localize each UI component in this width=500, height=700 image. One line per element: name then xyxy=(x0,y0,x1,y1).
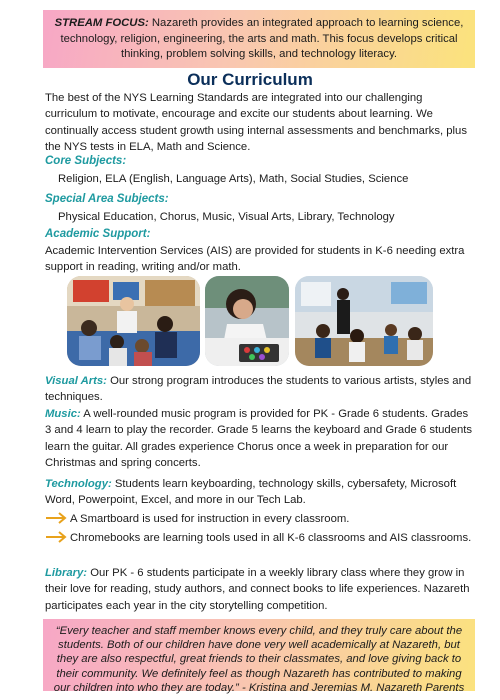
page-title: Our Curriculum xyxy=(187,70,313,89)
photo-classroom-teacher xyxy=(295,276,433,366)
stream-focus-label: STREAM FOCUS: xyxy=(54,17,149,29)
photo-painting-student xyxy=(205,276,289,366)
visual-arts-label: Visual Arts: xyxy=(45,375,107,387)
arrow-right-icon xyxy=(45,512,69,524)
stream-focus-text: Nazareth provides an integrated approach to learning science, technology, religion, engineering, the arts and math. This focus develops critical thinking, problem solving skills, and technology literacy. xyxy=(60,17,464,60)
academic-support-heading: Academic Support: xyxy=(45,228,151,240)
library-paragraph xyxy=(45,565,475,614)
smartboard-bullet: A Smartboard is used for instruction in every classroom. xyxy=(70,513,350,525)
academic-support-text: Academic Intervention Services (AIS) are provided for students in K-6 needing extra support in reading, writing and/or math. xyxy=(45,245,465,274)
visual-arts-text: Our strong program introduces the students to various artists, styles and techniques. xyxy=(45,375,472,404)
technology-label: Technology: xyxy=(45,478,112,490)
music-text: A well-rounded music program is provided for PK - Grade 6 students. Grades 3 and 4 learn to play the recorder. Grade 5 learns the keyboard and Grade 6 students learn the guitar. All grades experience Chorus once a week in preparation for our Christmas and spring concerts. xyxy=(45,408,473,469)
photo-reading-circle xyxy=(67,276,200,366)
stream-focus-banner xyxy=(43,10,475,68)
arrow-right-icon xyxy=(45,531,69,543)
chromebooks-bullet: Chromebooks are learning tools used in all K-6 classrooms and AIS classrooms. xyxy=(70,532,472,544)
visual-arts-paragraph xyxy=(45,373,475,406)
music-label: Music: xyxy=(45,408,81,420)
core-subjects-text: Religion, ELA (English, Language Arts), Math, Social Studies, Science xyxy=(58,173,409,185)
intro-paragraph: The best of the NYS Learning Standards are integrated into our challenging curriculum to motivate, encourage and excite our students about learning. We continually access student growth using internal assessments and benchmarks, plus the NYS tests in ELA, Math and Science. xyxy=(45,92,467,153)
special-area-text: Physical Education, Chorus, Music, Visual Arts, Library, Technology xyxy=(58,211,395,223)
core-subjects-heading: Core Subjects: xyxy=(45,155,127,167)
technology-paragraph xyxy=(45,476,475,509)
classroom-photos xyxy=(67,276,433,366)
library-label: Library: xyxy=(45,567,88,579)
library-text: Our PK - 6 students participate in a weekly library class where they grow in their love for reading, study authors, and connect books to life experiences. Nazareth participates each year in the city storytelling competition. xyxy=(45,567,470,612)
special-area-heading: Special Area Subjects: xyxy=(45,193,169,205)
music-paragraph xyxy=(45,406,475,471)
technology-text: Students learn keyboarding, technology skills, cybersafety, Microsoft Word, Powerpoint, Excel, and more in our Tech Lab. xyxy=(45,478,457,507)
parent-testimonial: “Every teacher and staff member knows every child, and they truly care about the students. Both of our children have done very well academically at Nazareth, but they are also respectful, great friends to their classmates, and love giving back to their community. We definitely feel as though Nazareth has contributed to making our children into who they are today.” - Kristina and Jeremias M. Nazareth Parents xyxy=(43,619,475,691)
